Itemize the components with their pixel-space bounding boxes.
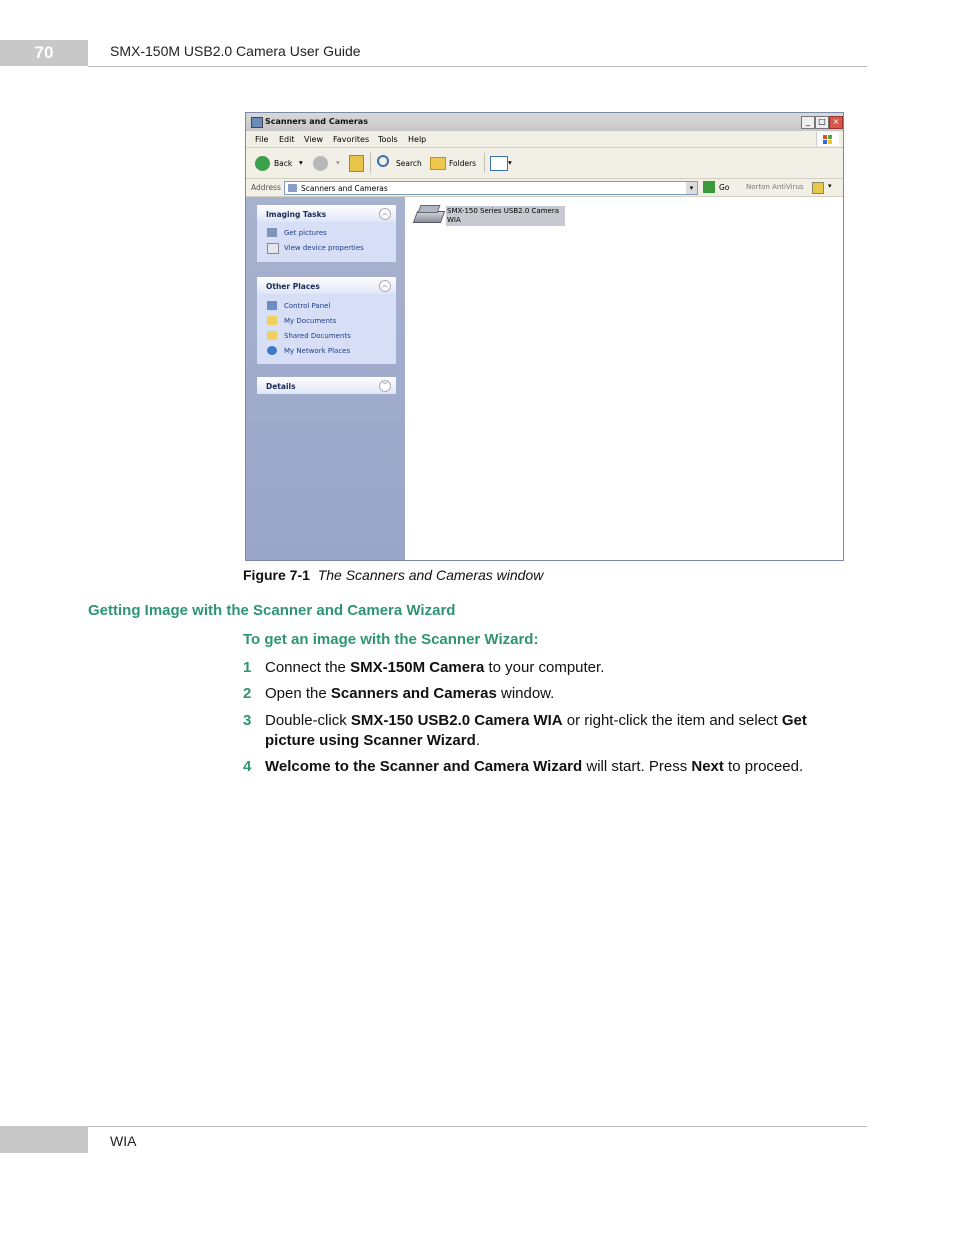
go-button[interactable]: Go xyxy=(719,183,730,192)
address-input[interactable] xyxy=(284,181,698,195)
imaging-tasks-header[interactable] xyxy=(257,205,396,222)
menu-edit[interactable]: Edit xyxy=(279,135,295,144)
step-text: Welcome to the Scanner and Camera Wizard will start. Press Next to proceed. xyxy=(265,758,804,775)
details-title: Details xyxy=(266,382,296,391)
figure-caption xyxy=(243,567,543,583)
details-panel xyxy=(257,377,396,394)
task-label: View device properties xyxy=(284,244,364,252)
device-label[interactable]: SMX-150 Series USB2.0 Camera WIA xyxy=(446,206,565,226)
footer-section: WIA xyxy=(110,1133,137,1149)
other-places-title: Other Places xyxy=(266,282,320,291)
step-text: Double-click SMX-150 USB2.0 Camera WIA or right-click the item and select Get picture using Scanner Wizard. xyxy=(265,712,807,749)
other-places-panel xyxy=(257,277,396,364)
place-control-panel[interactable] xyxy=(257,299,396,314)
network-places-icon xyxy=(267,346,277,355)
task-get-pictures[interactable] xyxy=(257,226,396,241)
place-label: My Documents xyxy=(284,317,337,325)
imaging-tasks-panel xyxy=(257,205,396,262)
views-dropdown-icon[interactable]: ▾ xyxy=(508,158,512,167)
search-button[interactable]: Search xyxy=(396,159,422,168)
menu-file[interactable]: File xyxy=(255,135,269,144)
task-pane xyxy=(246,197,405,560)
page-number: 70 xyxy=(34,43,54,62)
back-button[interactable]: Back xyxy=(274,159,293,168)
address-bar xyxy=(246,179,843,197)
collapse-chevron-icon[interactable]: ︽ xyxy=(379,208,391,220)
place-my-documents[interactable] xyxy=(257,314,396,329)
folders-button[interactable]: Folders xyxy=(449,159,477,168)
search-icon[interactable] xyxy=(377,155,389,167)
window-title: Scanners and Cameras xyxy=(265,117,368,126)
window-icon xyxy=(251,117,263,128)
back-arrow-icon[interactable] xyxy=(255,156,270,171)
menu-view[interactable]: View xyxy=(304,135,323,144)
norton-icon[interactable] xyxy=(812,182,824,194)
running-title: SMX-150M USB2.0 Camera User Guide xyxy=(110,43,361,59)
forward-dropdown-icon[interactable]: ▾ xyxy=(336,158,340,167)
norton-dropdown-icon[interactable]: ▾ xyxy=(828,182,832,190)
step-text: Connect the SMX-150M Camera to your computer. xyxy=(265,659,605,676)
menu-favorites[interactable]: Favorites xyxy=(333,135,370,144)
folders-icon[interactable] xyxy=(430,157,446,170)
toolbar-separator xyxy=(484,153,485,173)
task-label: Get pictures xyxy=(284,229,327,237)
menu-bar xyxy=(246,131,843,148)
other-places-header[interactable] xyxy=(257,277,396,294)
windows-logo-icon xyxy=(816,132,839,146)
norton-antivirus-label[interactable]: Norton AntiVirus xyxy=(746,183,804,191)
step-number: 2 xyxy=(243,685,252,702)
address-dropdown-icon[interactable]: ▾ xyxy=(686,182,697,194)
shared-documents-icon xyxy=(267,331,277,340)
step-number: 1 xyxy=(243,659,252,676)
forward-arrow-icon[interactable] xyxy=(313,156,328,171)
place-label: My Network Places xyxy=(284,347,351,355)
menu-help[interactable]: Help xyxy=(408,135,427,144)
views-icon[interactable] xyxy=(490,156,508,171)
maximize-button[interactable]: □ xyxy=(815,116,829,129)
toolbar xyxy=(246,148,843,179)
footer-tab xyxy=(0,1126,88,1153)
step-number: 3 xyxy=(243,712,252,729)
section-heading: Getting Image with the Scanner and Camera Wizard xyxy=(88,602,456,619)
scanners-cameras-window xyxy=(245,112,844,561)
properties-icon xyxy=(267,243,279,254)
up-folder-icon[interactable] xyxy=(349,155,364,172)
place-my-network-places[interactable] xyxy=(257,344,396,359)
control-panel-icon xyxy=(267,301,277,310)
minimize-button[interactable]: _ xyxy=(801,116,815,129)
procedure-heading: To get an image with the Scanner Wizard: xyxy=(243,631,539,648)
back-dropdown-icon[interactable]: ▾ xyxy=(299,158,303,167)
toolbar-separator xyxy=(370,153,371,173)
figure-caption-text: The Scanners and Cameras window xyxy=(317,567,544,583)
expand-chevron-icon[interactable]: ︾ xyxy=(379,380,391,392)
step-text: Open the Scanners and Cameras window. xyxy=(265,685,555,702)
place-label: Control Panel xyxy=(284,302,331,310)
place-shared-documents[interactable] xyxy=(257,329,396,344)
collapse-chevron-icon[interactable]: ︽ xyxy=(379,280,391,292)
go-arrow-icon[interactable] xyxy=(703,181,715,193)
scanner-device-icon[interactable] xyxy=(413,203,443,225)
task-view-device-properties[interactable] xyxy=(257,241,396,256)
window-titlebar xyxy=(246,113,843,131)
content-pane xyxy=(405,197,843,560)
address-label: Address xyxy=(251,183,281,192)
menu-tools[interactable]: Tools xyxy=(378,135,398,144)
imaging-tasks-title: Imaging Tasks xyxy=(266,210,327,219)
details-header[interactable] xyxy=(257,377,396,394)
step-number: 4 xyxy=(243,758,252,775)
my-documents-icon xyxy=(267,316,277,325)
camera-folder-icon xyxy=(288,184,297,192)
close-button[interactable]: × xyxy=(829,116,843,129)
camera-icon xyxy=(267,228,277,237)
place-label: Shared Documents xyxy=(284,332,351,340)
figure-label: Figure 7-1 xyxy=(243,567,310,583)
footer-rule xyxy=(88,1126,867,1127)
header-rule xyxy=(88,66,867,67)
address-value: Scanners and Cameras xyxy=(301,184,388,193)
